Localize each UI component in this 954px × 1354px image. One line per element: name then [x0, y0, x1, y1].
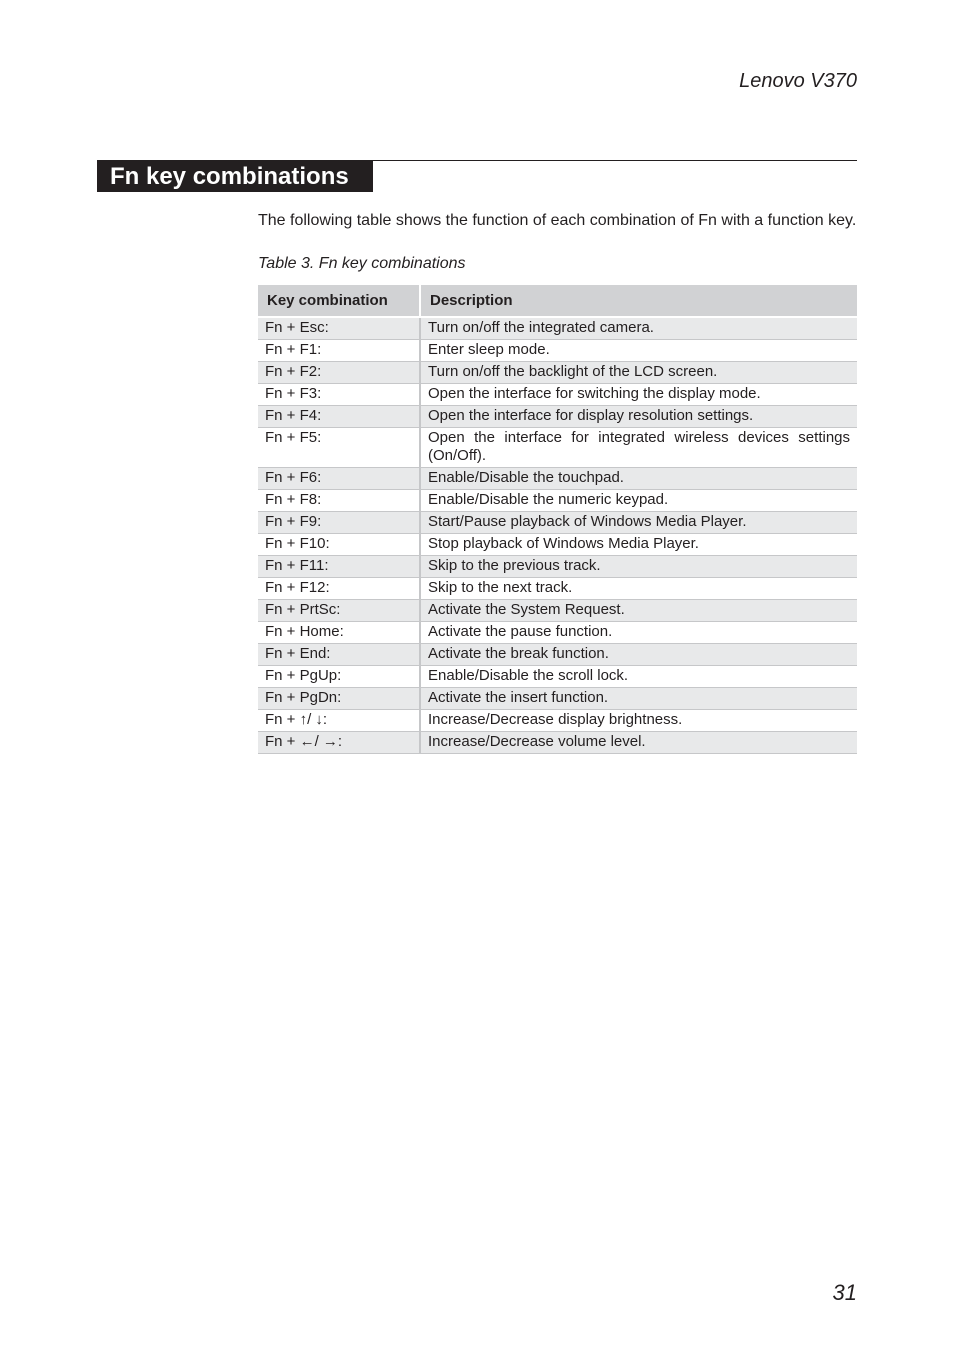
- key-combination-cell: Fn + ←/ →:: [258, 732, 420, 754]
- table-row: [258, 622, 857, 644]
- description-cell: Activate the insert function.: [420, 688, 857, 710]
- key-combination-cell: Fn + F10:: [258, 534, 420, 556]
- intro-paragraph: The following table shows the function of each combination of Fn with a function key.: [258, 212, 857, 229]
- table-row: [258, 710, 857, 732]
- table-row: [258, 468, 857, 490]
- table-row: [258, 512, 857, 534]
- section-rule: [373, 160, 857, 161]
- table-row: [258, 317, 857, 340]
- key-combination-cell: Fn + F8:: [258, 490, 420, 512]
- table-caption: Table 3. Fn key combinations: [258, 255, 466, 272]
- description-cell: Activate the pause function.: [420, 622, 857, 644]
- key-combination-cell: Fn + F2:: [258, 362, 420, 384]
- description-cell: Skip to the previous track.: [420, 556, 857, 578]
- key-combination-cell: Fn + F3:: [258, 384, 420, 406]
- table-row: [258, 688, 857, 710]
- table-row: [258, 732, 857, 754]
- key-combination-cell: Fn + F5:: [258, 428, 420, 468]
- table-header-row: [258, 285, 857, 317]
- key-combination-cell: Fn + Esc:: [258, 317, 420, 340]
- fn-key-table: [258, 285, 857, 754]
- table-row: [258, 428, 857, 468]
- column-header-key: Key combination: [258, 285, 420, 317]
- table-row: [258, 362, 857, 384]
- description-cell: Turn on/off the integrated camera.: [420, 317, 857, 340]
- key-combination-cell: Fn + F6:: [258, 468, 420, 490]
- description-cell: Skip to the next track.: [420, 578, 857, 600]
- key-combination-cell: Fn + F11:: [258, 556, 420, 578]
- table-row: [258, 406, 857, 428]
- key-combination-cell: Fn + PrtSc:: [258, 600, 420, 622]
- description-cell: Increase/Decrease volume level.: [420, 732, 857, 754]
- description-cell: Stop playback of Windows Media Player.: [420, 534, 857, 556]
- table-row: [258, 644, 857, 666]
- key-combination-cell: Fn + F1:: [258, 340, 420, 362]
- description-cell: Activate the System Request.: [420, 600, 857, 622]
- key-combination-cell: Fn + F12:: [258, 578, 420, 600]
- key-combination-cell: Fn + PgDn:: [258, 688, 420, 710]
- table-row: [258, 578, 857, 600]
- table-row: [258, 600, 857, 622]
- description-cell: Increase/Decrease display brightness.: [420, 710, 857, 732]
- table-row: [258, 384, 857, 406]
- description-cell: Open the interface for display resolution settings.: [420, 406, 857, 428]
- table-row: [258, 534, 857, 556]
- table-row: [258, 340, 857, 362]
- key-combination-cell: Fn + F4:: [258, 406, 420, 428]
- description-cell: Enable/Disable the scroll lock.: [420, 666, 857, 688]
- description-cell: Start/Pause playback of Windows Media Player.: [420, 512, 857, 534]
- description-cell: Open the interface for integrated wireless devices settings (On/Off).: [420, 428, 857, 468]
- section-heading: Fn key combinations: [97, 160, 373, 192]
- description-cell: Turn on/off the backlight of the LCD screen.: [420, 362, 857, 384]
- key-combination-cell: Fn + PgUp:: [258, 666, 420, 688]
- description-cell: Enter sleep mode.: [420, 340, 857, 362]
- running-header-title: Lenovo V370: [739, 70, 857, 92]
- table-row: [258, 666, 857, 688]
- column-header-description: Description: [420, 285, 857, 317]
- table-row: [258, 556, 857, 578]
- table-row: [258, 490, 857, 512]
- key-combination-cell: Fn + End:: [258, 644, 420, 666]
- key-combination-cell: Fn + Home:: [258, 622, 420, 644]
- description-cell: Open the interface for switching the display mode.: [420, 384, 857, 406]
- page-number: 31: [832, 1280, 857, 1305]
- description-cell: Activate the break function.: [420, 644, 857, 666]
- description-cell: Enable/Disable the numeric keypad.: [420, 490, 857, 512]
- key-combination-cell: Fn + F9:: [258, 512, 420, 534]
- description-cell: Enable/Disable the touchpad.: [420, 468, 857, 490]
- key-combination-cell: Fn + ↑/ ↓:: [258, 710, 420, 732]
